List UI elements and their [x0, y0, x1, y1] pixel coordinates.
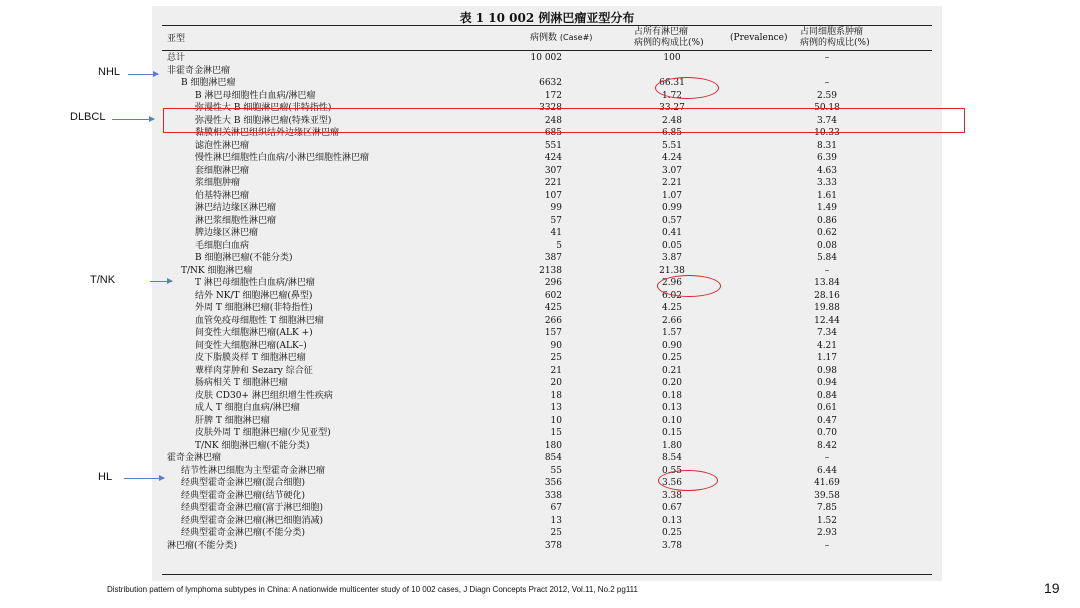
- hl-circle: [658, 470, 718, 491]
- dlbcl-arrow: [112, 119, 154, 120]
- prevalence-cell: 6.85: [661, 128, 683, 138]
- prevalence-cell: 0.13: [661, 403, 683, 413]
- subtype-cell: 成人 T 细胞白血病/淋巴瘤: [195, 403, 300, 413]
- subtype-cell: 弥漫性大 B 细胞淋巴瘤(非特指性): [195, 103, 332, 113]
- prevalence-cell: 1.80: [661, 440, 683, 451]
- header-prevalence: [634, 27, 704, 49]
- table-row: [152, 402, 942, 415]
- header-prevalence-line1: 占所有淋巴瘤: [634, 27, 689, 37]
- lineage-percent-cell: 12.44: [814, 315, 840, 326]
- cases-cell: 10 002: [530, 53, 562, 63]
- subtype-cell: 脾边缘区淋巴瘤: [195, 228, 259, 238]
- lineage-percent-cell: 0.94: [816, 378, 838, 388]
- prevalence-cell: 0.25: [661, 528, 683, 538]
- table-row: [152, 52, 942, 65]
- prevalence-cell: 2.96: [661, 278, 683, 288]
- cases-cell: 18: [550, 390, 562, 401]
- table-header-rule: [162, 50, 932, 51]
- subtype-cell: 经典型霍奇金淋巴瘤(富于淋巴细胞): [181, 503, 324, 513]
- subtype-cell: B 淋巴母细胞性白血病/淋巴瘤: [195, 90, 316, 101]
- prevalence-cell: 1.57: [661, 328, 683, 338]
- subtype-cell: 间变性大细胞淋巴瘤(ALK +): [195, 328, 313, 338]
- table-row: [152, 427, 942, 440]
- lineage-percent-cell: 6.44: [816, 465, 838, 476]
- prevalence-cell: 4.25: [661, 303, 683, 313]
- table-row: [152, 202, 942, 215]
- table-title: 表 1 10 002 例淋巴瘤亚型分布: [459, 11, 635, 25]
- table-row: [152, 502, 942, 515]
- prevalence-cell: 0.67: [661, 503, 683, 513]
- cases-cell: 221: [544, 178, 562, 188]
- subtype-cell: B 细胞淋巴瘤(不能分类): [195, 253, 293, 263]
- cases-cell: 425: [544, 303, 562, 313]
- prevalence-cell: 0.20: [661, 378, 683, 388]
- tnk-circle: [657, 275, 721, 297]
- prevalence-cell: 3.87: [661, 253, 683, 263]
- subtype-cell: 淋巴浆细胞性淋巴瘤: [195, 215, 277, 226]
- header-cases-en: (Case#): [559, 33, 593, 42]
- lineage-percent-cell: 39.58: [814, 490, 840, 501]
- subtype-cell: 经典型霍奇金淋巴瘤(混合细胞): [181, 478, 306, 488]
- prevalence-cell: 0.18: [661, 390, 683, 401]
- cases-cell: 685: [544, 128, 562, 138]
- subtype-cell: 皮肤 CD30+ 淋巴组织增生性疾病: [195, 390, 333, 401]
- prevalence-cell: 0.13: [661, 515, 683, 526]
- lineage-percent-cell: 1.61: [816, 190, 838, 201]
- table-bottom-rule: [162, 574, 932, 575]
- table-top-rule: [162, 25, 932, 26]
- cases-cell: 25: [550, 353, 562, 363]
- cases-cell: 387: [544, 253, 562, 263]
- prevalence-cell: 1.72: [661, 90, 683, 101]
- table-row: [152, 190, 942, 203]
- subtype-cell: 皮下脂膜炎样 T 细胞淋巴瘤: [195, 353, 306, 363]
- page-number: 19: [1044, 580, 1060, 596]
- header-prevalence-line2: 病例的构成比(%): [634, 38, 704, 48]
- prevalence-cell: 3.38: [661, 490, 683, 501]
- table-row: [152, 540, 942, 553]
- cases-cell: 266: [544, 315, 562, 326]
- table-row: [152, 277, 942, 290]
- header-cases: [530, 32, 592, 44]
- lineage-percent-cell: 19.88: [814, 303, 840, 313]
- prevalence-cell: 21.38: [659, 265, 685, 276]
- table-row: [152, 152, 942, 165]
- subtype-cell: 总计: [167, 53, 186, 63]
- lineage-percent-cell: 13.84: [814, 278, 840, 288]
- prevalence-cell: 6.02: [661, 290, 683, 301]
- cases-cell: 248: [544, 115, 562, 126]
- table-row: [152, 140, 942, 153]
- lineage-percent-cell: 50.18: [814, 103, 840, 113]
- table-row: [152, 215, 942, 228]
- header-prevalence-en: (Prevalence): [730, 33, 788, 43]
- lineage-percent-cell: 4.21: [816, 340, 838, 351]
- cases-cell: 6632: [539, 78, 562, 88]
- subtype-cell: 肝脾 T 细胞淋巴瘤: [195, 415, 270, 426]
- lineage-percent-cell: 10.33: [814, 128, 840, 138]
- prevalence-cell: 2.66: [661, 315, 683, 326]
- cases-cell: 378: [544, 540, 562, 551]
- table-row: [152, 477, 942, 490]
- header-subtype: 亚型: [167, 34, 186, 44]
- subtype-cell: 经典型霍奇金淋巴瘤(淋巴细胞消减): [181, 515, 324, 526]
- subtype-cell: 结节性淋巴细胞为主型霍奇金淋巴瘤: [181, 465, 326, 476]
- subtype-cell: T/NK 细胞淋巴瘤(不能分类): [195, 440, 310, 451]
- prevalence-cell: 8.54: [661, 453, 683, 463]
- lineage-percent-cell: 0.47: [816, 415, 838, 426]
- lineage-percent-cell: –: [824, 540, 830, 551]
- nhl-arrow: [128, 74, 158, 75]
- subtype-cell: 霍奇金淋巴瘤: [167, 453, 222, 463]
- cases-cell: 551: [544, 140, 562, 151]
- header-cell-line1: 占同细胞系肿瘤: [800, 27, 864, 37]
- table-row: [152, 315, 942, 328]
- tnk-label: T/NK: [90, 274, 116, 286]
- subtype-cell: 间变性大细胞淋巴瘤(ALK–): [195, 340, 307, 351]
- cases-cell: 296: [544, 278, 562, 288]
- subtype-cell: T 淋巴母细胞性白血病/淋巴瘤: [195, 278, 315, 288]
- cases-cell: 356: [544, 478, 562, 488]
- subtype-cell: 皮肤外周 T 细胞淋巴瘤(少见亚型): [195, 428, 331, 438]
- lineage-percent-cell: 0.62: [816, 228, 838, 238]
- subtype-cell: 弥漫性大 B 细胞淋巴瘤(特殊亚型): [195, 115, 332, 126]
- table-row: [152, 265, 942, 278]
- prevalence-cell: 1.07: [661, 190, 683, 201]
- tnk-arrow: [150, 281, 172, 282]
- lineage-percent-cell: 1.52: [816, 515, 838, 526]
- subtype-cell: 非霍奇金淋巴瘤: [167, 65, 231, 76]
- lineage-percent-cell: –: [824, 265, 830, 276]
- cases-cell: 338: [544, 490, 562, 501]
- prevalence-cell: 3.07: [661, 165, 683, 176]
- prevalence-cell: 100: [663, 53, 681, 63]
- subtype-cell: 结外 NK/T 细胞淋巴瘤(鼻型): [195, 290, 313, 301]
- lineage-percent-cell: 0.86: [816, 215, 838, 226]
- table-row: [152, 302, 942, 315]
- hl-label: HL: [98, 471, 113, 483]
- table-row: [152, 490, 942, 503]
- table-row: [152, 77, 942, 90]
- lineage-percent-cell: 0.84: [816, 390, 838, 401]
- cases-cell: 424: [544, 153, 562, 163]
- lineage-percent-cell: 0.08: [816, 240, 838, 251]
- cases-cell: 10: [550, 415, 562, 426]
- lineage-percent-cell: –: [824, 53, 830, 63]
- table-row: [152, 390, 942, 403]
- subtype-cell: 淋巴瘤(不能分类): [167, 540, 238, 551]
- table-row: [152, 365, 942, 378]
- cases-cell: 172: [544, 90, 562, 101]
- cases-cell: 307: [544, 165, 562, 176]
- prevalence-cell: 0.57: [661, 215, 683, 226]
- lineage-percent-cell: 1.17: [816, 353, 838, 363]
- lineage-percent-cell: 5.84: [816, 253, 838, 263]
- dlbcl-label: DLBCL: [70, 111, 106, 123]
- subtype-cell: 滤泡性淋巴瘤: [195, 140, 250, 151]
- prevalence-cell: 0.99: [661, 203, 683, 213]
- prevalence-cell: 4.24: [661, 153, 683, 163]
- subtype-cell: 蕈样肉芽肿和 Sezary 综合征: [195, 365, 313, 376]
- table-row: [152, 327, 942, 340]
- lineage-percent-cell: 8.42: [816, 440, 838, 451]
- cases-cell: 90: [550, 340, 562, 351]
- hl-arrow: [124, 478, 164, 479]
- lineage-percent-cell: 28.16: [814, 290, 840, 301]
- lineage-percent-cell: 0.98: [816, 365, 838, 376]
- prevalence-cell: 33.27: [659, 103, 685, 113]
- header-cell-lineage: [800, 27, 870, 49]
- prevalence-cell: 0.25: [661, 353, 683, 363]
- cases-cell: 107: [544, 190, 562, 201]
- cases-cell: 180: [544, 440, 562, 451]
- cases-cell: 41: [550, 228, 562, 238]
- lineage-percent-cell: 2.93: [816, 528, 838, 538]
- prevalence-cell: 5.51: [661, 140, 683, 151]
- nhl-label: NHL: [98, 66, 121, 78]
- subtype-cell: B 细胞淋巴瘤: [181, 78, 236, 88]
- cases-cell: 55: [550, 465, 562, 476]
- citation: Distribution pattern of lymphoma subtypes in China: A nationwide multicenter study of 10 002 cases, J Diagn Concepts Pract 2012, Vol.11, No.2 pg111: [107, 585, 638, 594]
- table-row: [152, 527, 942, 540]
- cases-cell: 13: [550, 515, 562, 526]
- table-row: [152, 465, 942, 478]
- subtype-cell: 淋巴结边缘区淋巴瘤: [195, 203, 277, 213]
- subtype-cell: 外周 T 细胞淋巴瘤(非特指性): [195, 303, 313, 313]
- table-row: [152, 515, 942, 528]
- lineage-percent-cell: 0.61: [816, 403, 838, 413]
- table-row: [152, 252, 942, 265]
- subtype-cell: 毛细胞白血病: [195, 240, 250, 251]
- cases-cell: 57: [550, 215, 562, 226]
- table-row: [152, 415, 942, 428]
- cases-cell: 5: [556, 240, 562, 251]
- lineage-percent-cell: 1.49: [816, 203, 838, 213]
- prevalence-cell: 2.48: [661, 115, 683, 126]
- prevalence-cell: 2.21: [661, 178, 683, 188]
- subtype-cell: 浆细胞肿瘤: [195, 178, 241, 188]
- prevalence-cell: 66.31: [659, 78, 685, 88]
- lineage-percent-cell: –: [824, 78, 830, 88]
- cases-cell: 20: [550, 378, 562, 388]
- lineage-percent-cell: 41.69: [814, 478, 840, 488]
- lineage-percent-cell: 0.70: [816, 428, 838, 438]
- lineage-percent-cell: –: [824, 453, 830, 463]
- cases-cell: 13: [550, 403, 562, 413]
- prevalence-cell: 0.15: [661, 428, 683, 438]
- table-row: [152, 452, 942, 465]
- subtype-cell: 套细胞淋巴瘤: [195, 165, 250, 176]
- table-row: [152, 90, 942, 103]
- header-cell-line2: 病例的构成比(%): [800, 38, 870, 48]
- scanned-table-image: [152, 6, 942, 581]
- table-row: [152, 377, 942, 390]
- prevalence-cell: 3.56: [661, 478, 683, 488]
- lineage-percent-cell: 8.31: [816, 140, 838, 151]
- cases-cell: 99: [550, 203, 562, 213]
- cases-cell: 157: [544, 328, 562, 338]
- table-row: [152, 290, 942, 303]
- prevalence-cell: 3.78: [661, 540, 683, 551]
- prevalence-cell: 0.05: [661, 240, 683, 251]
- subtype-cell: 伯基特淋巴瘤: [195, 190, 250, 201]
- header-cases-zh: 病例数: [530, 33, 558, 43]
- prevalence-cell: 0.55: [661, 465, 683, 476]
- subtype-cell: 经典型霍奇金淋巴瘤(不能分类): [181, 528, 306, 538]
- subtype-cell: 血管免疫母细胞性 T 细胞淋巴瘤: [195, 315, 324, 326]
- lineage-percent-cell: 3.74: [816, 115, 838, 126]
- lineage-percent-cell: 4.63: [816, 165, 838, 176]
- cases-cell: 602: [544, 290, 562, 301]
- cases-cell: 15: [550, 428, 562, 438]
- prevalence-cell: 0.41: [661, 228, 683, 238]
- lineage-percent-cell: 6.39: [816, 153, 838, 163]
- table-row: [152, 352, 942, 365]
- cases-cell: 21: [550, 365, 562, 376]
- table-row: [152, 440, 942, 453]
- table-row: [152, 340, 942, 353]
- lineage-percent-cell: 7.85: [816, 503, 838, 513]
- subtype-cell: 肠病相关 T 细胞淋巴瘤: [195, 378, 288, 388]
- table-row: [152, 227, 942, 240]
- subtype-cell: 慢性淋巴细胞性白血病/小淋巴细胞性淋巴瘤: [195, 153, 370, 163]
- cases-cell: 2138: [539, 265, 562, 276]
- subtype-cell: 黏膜相关淋巴组织结外边缘区淋巴瘤: [195, 128, 340, 138]
- table-row: [152, 177, 942, 190]
- cases-cell: 25: [550, 528, 562, 538]
- cases-cell: 67: [550, 503, 562, 513]
- subtype-cell: 经典型霍奇金淋巴瘤(结节硬化): [181, 490, 306, 501]
- lineage-percent-cell: 3.33: [816, 178, 838, 188]
- cases-cell: 854: [544, 453, 562, 463]
- table-row: [152, 65, 942, 78]
- table-row: [152, 240, 942, 253]
- cases-cell: 3328: [539, 103, 562, 113]
- lineage-percent-cell: 2.59: [816, 90, 838, 101]
- table-row: [152, 165, 942, 178]
- prevalence-cell: 0.90: [661, 340, 683, 351]
- prevalence-cell: 0.10: [661, 415, 683, 426]
- nhl-b-cell-circle: [655, 77, 719, 99]
- dlbcl-highlight-box: [163, 108, 965, 133]
- lineage-percent-cell: 7.34: [816, 328, 838, 338]
- prevalence-cell: 0.21: [661, 365, 683, 376]
- subtype-cell: T/NK 细胞淋巴瘤: [181, 265, 253, 276]
